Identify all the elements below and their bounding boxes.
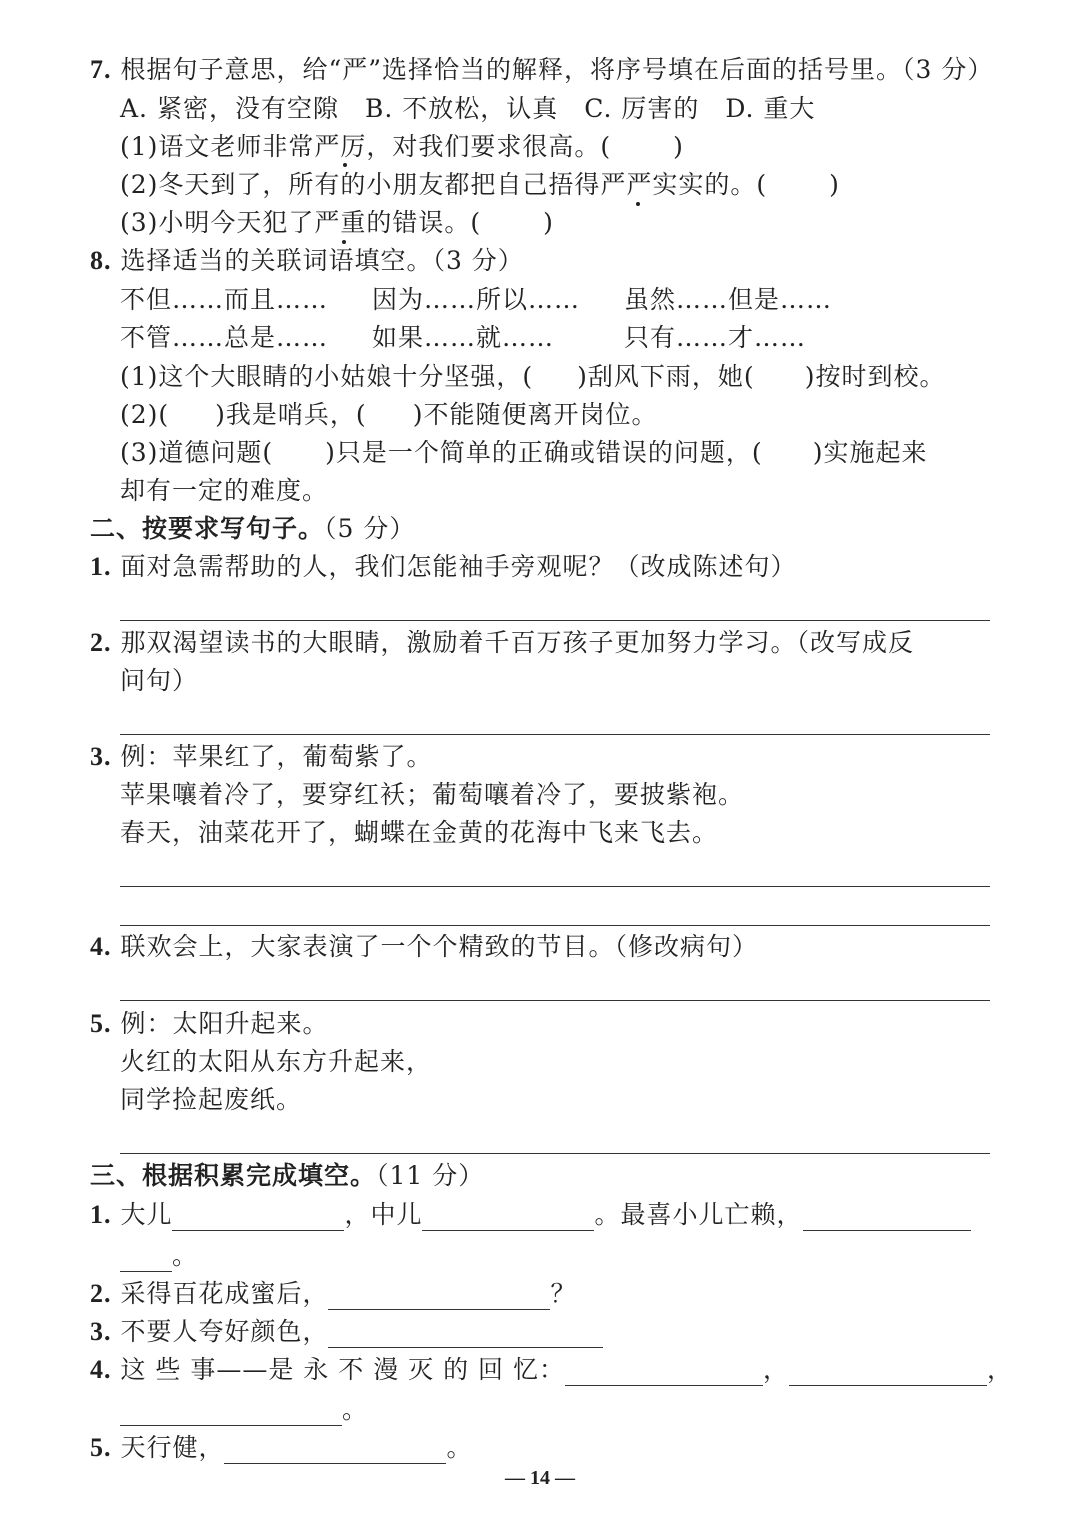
s3-q4-cont: 。 (120, 1394, 368, 1426)
q8-word-5: 如果……就…… (372, 323, 555, 352)
fill-blank[interactable] (789, 1359, 987, 1386)
section-3-heading: 三、根据积累完成填空。（11 分） (90, 1161, 485, 1190)
s2-q5-line2: 火红的太阳从东方升起来， (120, 1047, 433, 1076)
q8-word-1: 不但……而且…… (120, 285, 329, 314)
q8-word-4: 不管……总是…… (120, 323, 329, 352)
fill-blank[interactable] (565, 1359, 763, 1386)
fill-blank[interactable] (422, 1204, 594, 1231)
answer-line[interactable] (120, 1000, 990, 1001)
fill-blank[interactable] (803, 1204, 971, 1231)
s2-q3-line3: 春天，油菜花开了，蝴蝶在金黄的花海中飞来飞去。 (120, 818, 719, 847)
q8-word-3: 虽然……但是…… (624, 285, 833, 314)
q8-sentence-1: (1)这个大眼睛的小姑娘十分坚强，( )刮风下雨，她( )按时到校。 (120, 362, 946, 391)
s2-q3-line2: 苹果嚷着冷了，要穿红袄；葡萄嚷着冷了，要披紫袍。 (120, 780, 745, 809)
answer-line[interactable] (120, 925, 990, 926)
q8-word-6: 只有……才…… (624, 323, 807, 352)
s3-q1: 1. 大儿 ，中儿 。最喜小儿亡赖， (90, 1199, 971, 1231)
section-2-heading: 二、按要求写句子。（5 分） (90, 514, 416, 543)
s3-q3: 3. 不要人夸好颜色， (90, 1316, 603, 1348)
q8-sentence-2: (2)( )我是哨兵，( )不能随便离开岗位。 (120, 400, 658, 429)
fill-blank[interactable] (328, 1321, 603, 1348)
answer-line[interactable] (120, 886, 990, 887)
q7-item-3: (3)小明今天犯了严重的错误。( ) (120, 208, 554, 237)
q7-number: 7. (90, 55, 112, 84)
q8-sentence-3: (3)道德问题( )只是一个简单的正确或错误的问题，( )实施起来 (120, 438, 928, 467)
emphasis-dot (636, 202, 640, 206)
s2-q5: 5. 例：太阳升起来。 (90, 1009, 329, 1038)
s2-q1: 1. 面对急需帮助的人，我们怎能袖手旁观呢？（改成陈述句） (90, 552, 797, 581)
s2-q5-line3: 同学捡起废纸。 (120, 1085, 303, 1114)
s3-q5: 5. 天行健， 。 (90, 1433, 473, 1462)
fill-blank[interactable] (172, 1204, 344, 1231)
q8-sentence-3-cont: 却有一定的难度。 (120, 476, 329, 505)
q7-item-1: (1)语文老师非常严厉，对我们要求很高。( ) (120, 132, 684, 161)
s3-q4: 4. 这 些 事——是 永 不 漫 灭 的 回 忆： ， ， (90, 1355, 1014, 1384)
fill-blank[interactable] (120, 1399, 342, 1426)
answer-line[interactable] (120, 1153, 990, 1154)
emphasis-dot (342, 240, 346, 244)
q8-number: 8. (90, 246, 112, 275)
q7-options: A. 紧密，没有空隙 B. 不放松，认真 C. 厉害的 D. 重大 (120, 94, 816, 123)
s3-q2: 2. 采得百花成蜜后， ？ (90, 1279, 577, 1308)
s2-q2-cont: 问句） (120, 666, 199, 695)
answer-line[interactable] (120, 620, 990, 621)
page-number: — 14 — (505, 1467, 575, 1489)
q8-stem: 8. 选择适当的关联词语填空。（3 分） (90, 246, 524, 275)
q7-stem-text: 根据句子意思，给“严”选择恰当的解释，将序号填在后面的括号里。（3 分） (120, 55, 994, 84)
emphasis-dot (343, 163, 347, 167)
s2-q3: 3. 例：苹果红了，葡萄紫了。 (90, 742, 433, 771)
q7-stem (90, 54, 993, 86)
s2-q4: 4. 联欢会上，大家表演了一个个精致的节目。（修改病句） (90, 932, 758, 961)
s3-q1-cont: 。 (120, 1240, 198, 1272)
s2-q2: 2. 那双渴望读书的大眼睛，激励着千百万孩子更加努力学习。（改写成反 (90, 628, 914, 657)
fill-blank[interactable] (120, 1245, 172, 1272)
q8-word-2: 因为……所以…… (372, 285, 581, 314)
fill-blank[interactable] (328, 1283, 550, 1310)
answer-line[interactable] (120, 734, 990, 735)
fill-blank[interactable] (224, 1437, 446, 1464)
q7-item-2: (2)冬天到了，所有的小朋友都把自己捂得严严实实的。( ) (120, 170, 840, 199)
